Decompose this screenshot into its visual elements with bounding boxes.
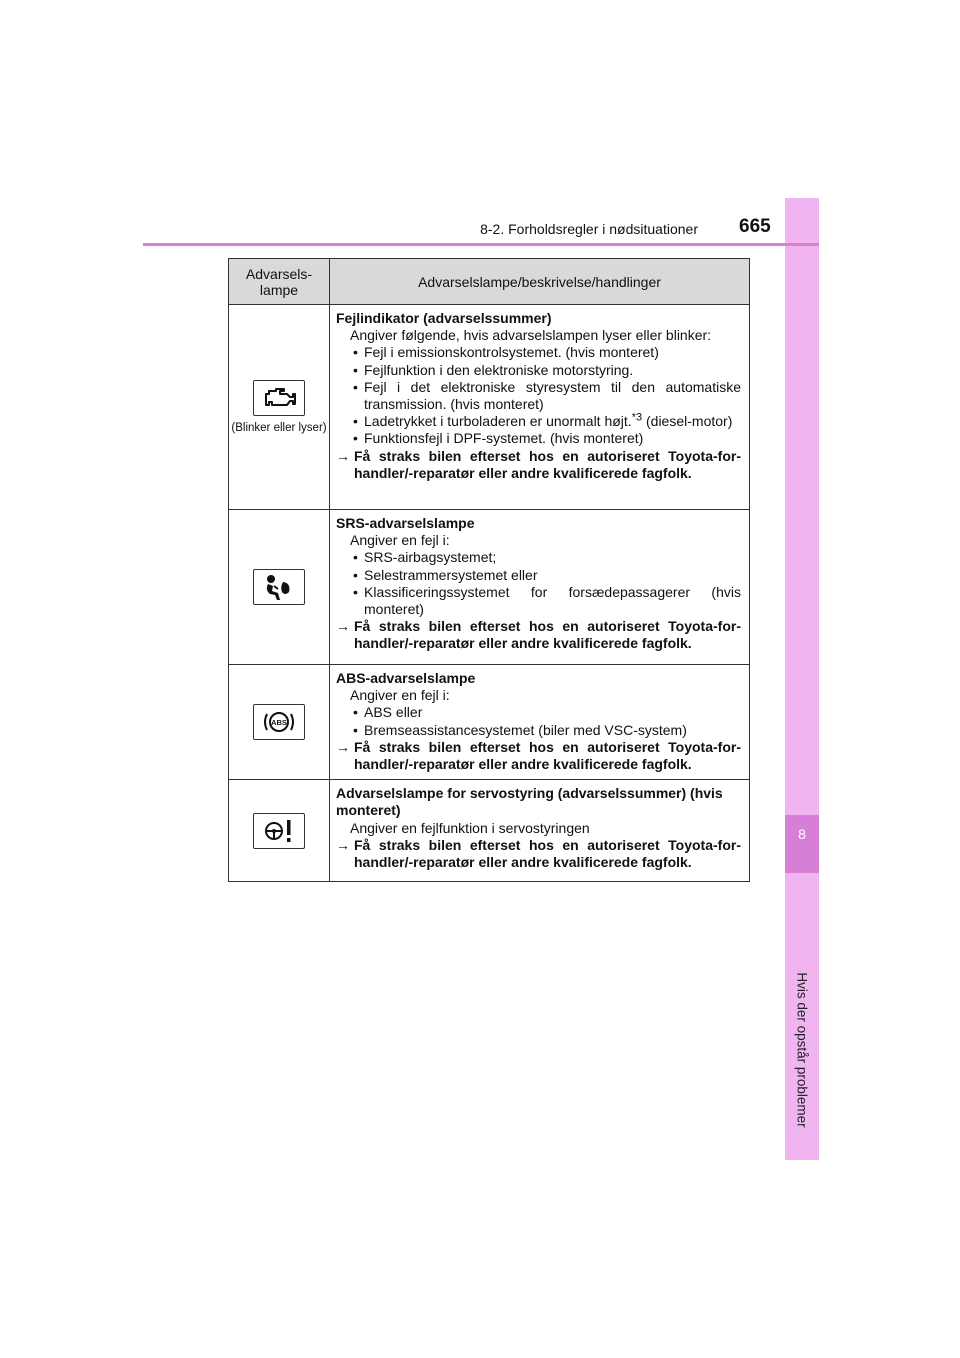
warning-light-table (228, 258, 750, 882)
list-item: • Klassificeringssystemet for forsædepassagerer (hvis monteret) (353, 583, 741, 618)
icon-cell (229, 305, 330, 510)
icon-cell (229, 665, 330, 780)
row-intro: Angiver en fejl i: (350, 532, 450, 549)
icon-caption: (Blinker eller lyser) (231, 421, 327, 434)
header-col-lamp: Advarsels- lampe (229, 259, 330, 305)
airbag-icon (253, 569, 305, 605)
row-title: ABS-advarselslampe (336, 670, 476, 686)
header-rule (143, 243, 819, 246)
row-title: SRS-advarselslampe (336, 515, 475, 531)
row-intro: Angiver følgende, hvis advarselslampen lyser eller blinker: (350, 327, 712, 344)
description-cell (330, 780, 750, 882)
arrow-icon: → (336, 738, 350, 755)
table-row (229, 510, 750, 665)
abs-icon-text: ABS (271, 718, 287, 728)
chapter-number: 8 (798, 826, 806, 842)
row-action: → Få straks bilen efterset hos en autoriseret Toyota-for-handler/-reparatør eller andre kvalificerede fagfolk. (336, 618, 741, 652)
list-item: • Funktionsfejl i DPF-systemet. (hvis monteret) (353, 430, 644, 447)
description-cell (330, 305, 750, 510)
list-item: • Selestrammersystemet eller (353, 566, 538, 583)
list-item: • Bremseassistancesystemet (biler med VSC-system) (353, 721, 687, 738)
row-action: → Få straks bilen efterset hos en autoriseret Toyota-for-handler/-reparatør eller andre kvalificerede fagfolk. (336, 836, 741, 871)
list-item: • SRS-airbagsystemet; (353, 549, 497, 566)
list-item: • Fejlfunktion i den elektroniske motorstyring. (353, 361, 634, 378)
row-intro: Angiver en fejlfunktion i servostyringen (350, 819, 590, 836)
table-row (229, 780, 750, 882)
arrow-icon: → (336, 618, 350, 635)
row-intro: Angiver en fejl i: (350, 687, 450, 704)
page-number: 665 (739, 216, 771, 237)
icon-cell (229, 780, 330, 882)
description-cell (330, 665, 750, 780)
abs-icon (253, 704, 305, 740)
row-title: Fejlindikator (advarselssummer) (336, 310, 552, 326)
row-action: → Få straks bilen efterset hos en autoriseret Toyota-for-handler/-reparatør eller andre kvalificerede fagfolk. (336, 738, 741, 773)
list-item: • Fejl i det elektroniske styresystem til den automatiske transmission. (hvis monteret) (353, 378, 741, 413)
section-title: 8-2. Forholdsregler i nødsituationer (480, 221, 698, 237)
power-steering-icon (253, 813, 305, 849)
list-item: • Fejl i emissionskontrolsystemet. (hvis monteret) (353, 344, 659, 361)
icon-cell (229, 510, 330, 665)
table-header-row (229, 259, 750, 305)
chapter-title: Hvis der opstår problemer (794, 972, 810, 1128)
arrow-icon: → (336, 447, 350, 464)
check-engine-icon (253, 380, 305, 416)
table-row (229, 305, 750, 510)
chapter-side-tab-active (785, 815, 819, 873)
table-row (229, 665, 750, 780)
row-action: → Få straks bilen efterset hos en autoriseret Toyota-for-handler/-reparatør eller andre kvalificerede fagfolk. (336, 447, 741, 481)
list-item: • Ladetrykket i turboladeren er unormalt højt.$^{*3}$ (diesel-motor) (353, 411, 733, 430)
footnote-ref: *3 (631, 411, 643, 424)
description-cell (330, 510, 750, 665)
header-col-description: Advarselslampe/beskrivelse/handlinger (330, 259, 750, 305)
row-title: Advarselslampe for servostyring (advarselssummer) (hvis monteret) (336, 785, 723, 819)
arrow-icon: → (336, 836, 350, 853)
list-item: • ABS eller (353, 704, 423, 721)
